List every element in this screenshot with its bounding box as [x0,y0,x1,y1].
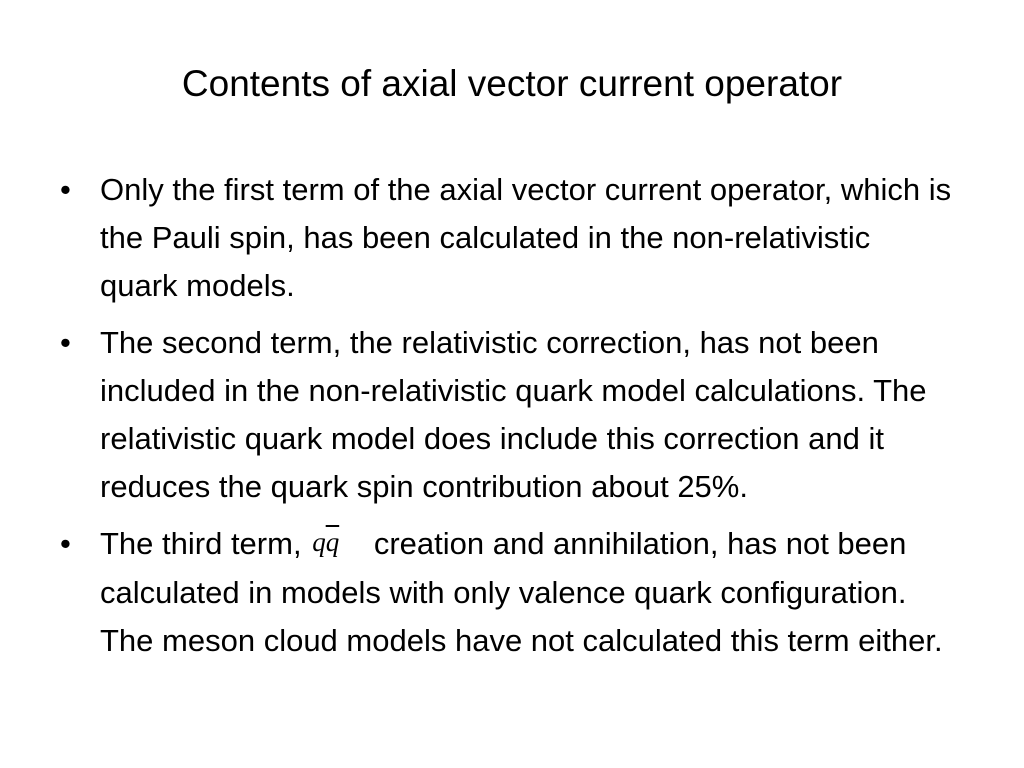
bullet-text: Only the first term of the axial vector current operator, which is the Pauli spin, has been calculated in the non-relativistic quark models. [100,172,952,303]
bullet-item-1 [56,166,956,310]
math-q-qbar [312,518,339,566]
bullet-list [56,166,956,674]
bullet-text-before: The third term, [100,526,302,561]
bullet-marker: • [60,172,71,207]
math-qbar: $\overline{q}$ [325,527,340,557]
bullet-item-3 [56,520,956,665]
bullet-marker: • [60,325,71,360]
bullet-text: The second term, the relativistic correction, has not been included in the non-relativistic quark model calculations. The relativistic quark model does include this correction and it reduces the quark spin contribution about 25%. [100,325,927,504]
math-q: q [312,527,326,557]
slide-title: Contents of axial vector current operator [181,63,843,104]
bullet-text-after: creation and annihilation, has not been calculated in models with only valence quark configuration. The meson cloud models have not calculated this term either. [100,526,943,658]
bullet-item-2 [56,319,956,511]
bullet-marker: • [60,526,71,561]
